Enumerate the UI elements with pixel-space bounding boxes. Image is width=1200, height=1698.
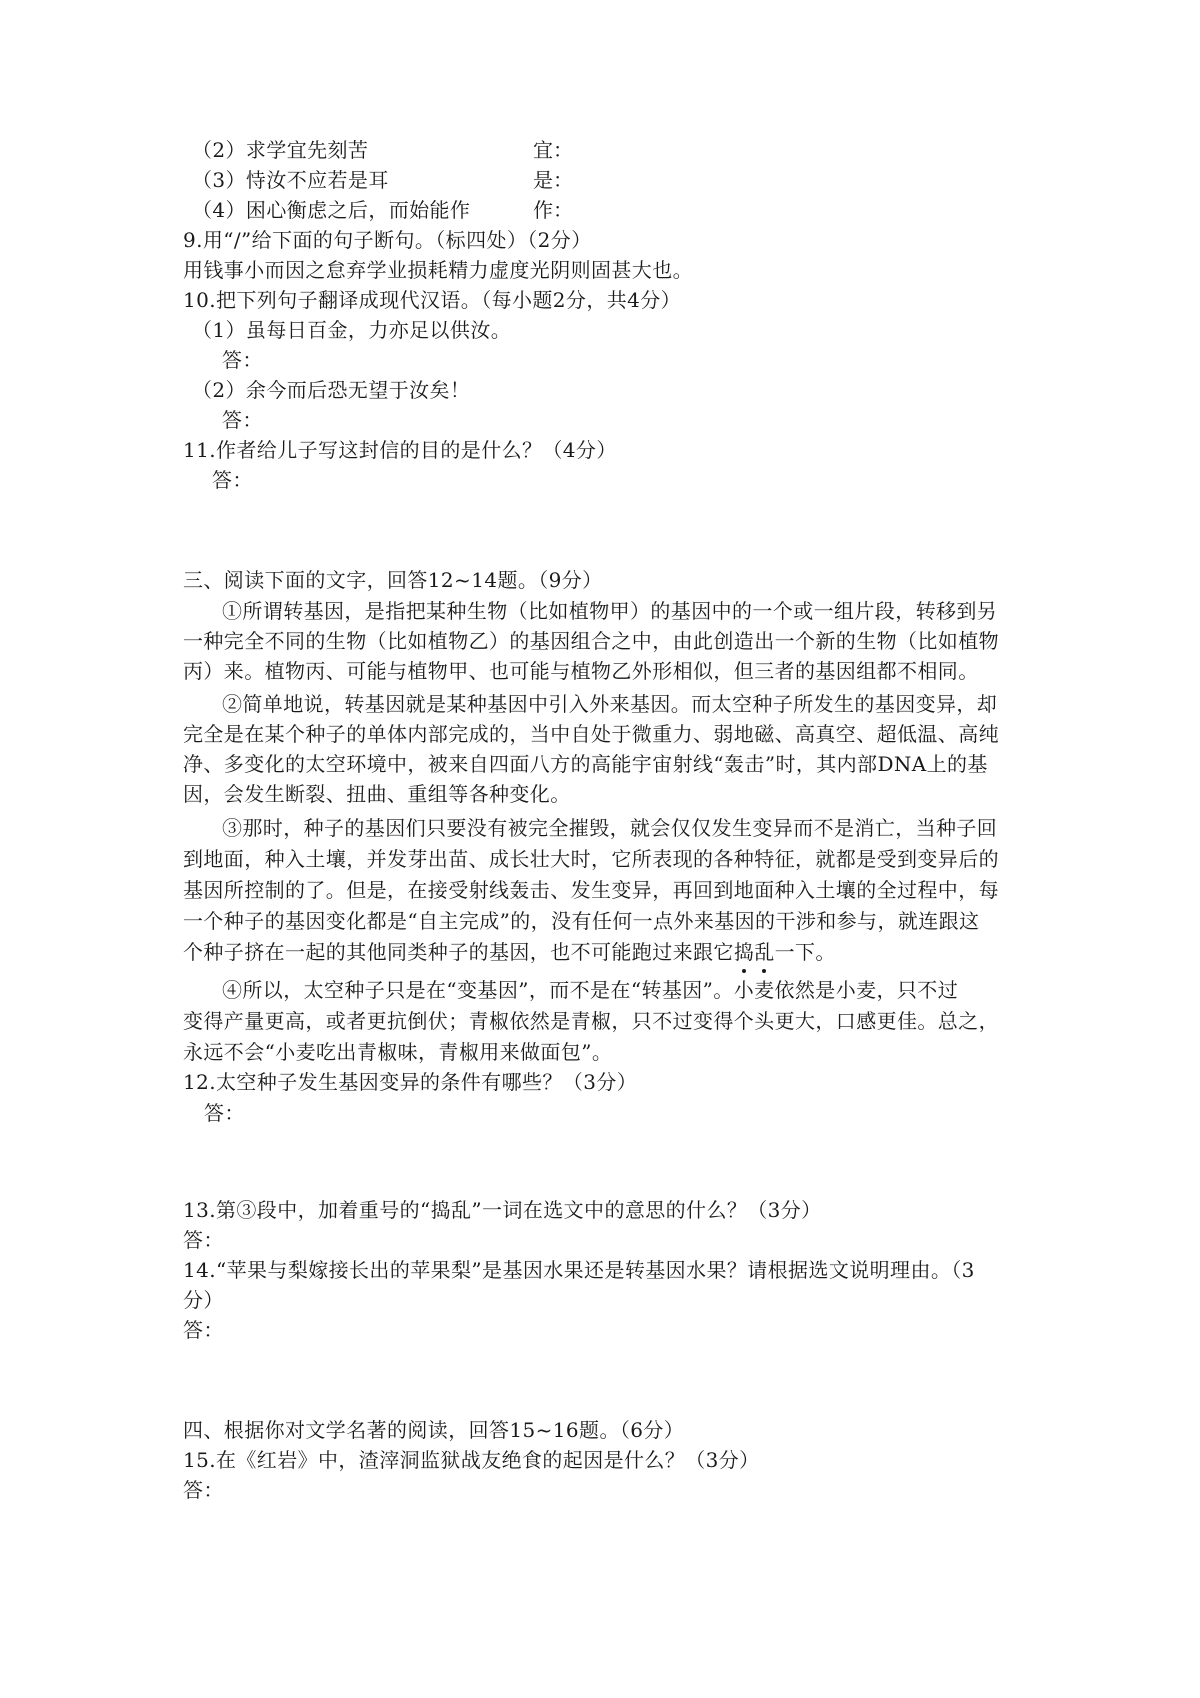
- question-10-title: 10.把下列句子翻译成现代汉语。（每小题2分，共4分）: [183, 288, 682, 312]
- passage-p2-line-3: 净、多变化的太空环境中，被来自四面八方的高能宇宙射线“轰击”时，其内部DNA上的基: [183, 752, 988, 776]
- vocab-sentence-2: （2）求学宜先刻苦: [192, 138, 369, 162]
- passage-p2-line-1: ②简单地说，转基因就是某种基因中引入外来基因。而太空种子所发生的基因变异，却: [222, 692, 998, 716]
- passage-p3-line-3: 基因所控制的了。但是，在接受射线轰击、发生变异，再回到地面种入土壤的全过程中，每: [183, 878, 999, 902]
- question-14-answer: 答：: [183, 1318, 224, 1342]
- passage-p1-line-3: 丙）来。植物丙、可能与植物甲、也可能与植物乙外形相似，但三者的基因组都不相同。: [183, 659, 979, 683]
- vocab-word-3: 是：: [533, 168, 573, 192]
- question-10-answer-2: 答：: [222, 408, 263, 432]
- passage-p3-line-5-before: 个种子挤在一起的其他同类种子的基因，也不可能跑过来跟它: [183, 940, 734, 964]
- section-3-title: 三、阅读下面的文字，回答12~14题。（9分）: [183, 568, 603, 592]
- vocab-sentence-4: （4）困心衡虑之后，而始能作: [192, 198, 471, 222]
- question-13-title: 13.第③段中，加着重号的“捣乱”一词在选文中的意思的什么？（3分）: [183, 1198, 822, 1222]
- vocab-word-4: 作：: [533, 198, 573, 222]
- passage-p2-line-4: 因，会发生断裂、扭曲、重组等各种变化。: [183, 782, 571, 806]
- question-13-answer: 答：: [183, 1228, 224, 1252]
- passage-p3-line-4: 一个种子的基因变化都是“自主完成”的，没有任何一点外来基因的干涉和参与，就连跟这: [183, 909, 980, 933]
- question-14-title: 14.“苹果与梨嫁接长出的苹果梨”是基因水果还是转基因水果？请根据选文说明理由。（3: [183, 1258, 975, 1282]
- question-9-title: 9.用“/”给下面的句子断句。（标四处）（2分）: [183, 228, 592, 252]
- passage-p4-line-3: 永远不会“小麦吃出青椒味，青椒用来做面包”。: [183, 1040, 613, 1064]
- question-12-answer: 答：: [204, 1101, 245, 1125]
- emphasis-char-luan: 乱: [754, 940, 775, 964]
- vocab-word-2: 宜：: [533, 138, 573, 162]
- question-10-answer-1: 答：: [222, 348, 263, 372]
- passage-p3-line-1: ③那时，种子的基因们只要没有被完全摧毁，就会仅仅发生变异而不是消亡，当种子回: [222, 816, 998, 840]
- question-11-answer: 答：: [212, 468, 253, 492]
- question-15-answer: 答：: [183, 1478, 224, 1502]
- vocab-sentence-3: （3）恃汝不应若是耳: [192, 168, 389, 192]
- passage-p3-line-2: 到地面，种入土壤，并发芽出苗、成长壮大时，它所表现的各种特征，就都是受到变异后的: [183, 847, 999, 871]
- question-10-item-1: （1）虽每日百金，力亦足以供汝。: [192, 318, 512, 342]
- question-15-title: 15.在《红岩》中，渣滓洞监狱战友绝食的起因是什么？（3分）: [183, 1448, 760, 1472]
- passage-p3-line-5-after: 一下。: [774, 940, 836, 964]
- question-10-item-2: （2）余今而后恐无望于汝矣！: [192, 378, 471, 402]
- section-4-title: 四、根据你对文学名著的阅读，回答15~16题。（6分）: [183, 1418, 685, 1442]
- passage-p4-line-1: ④所以，太空种子只是在“变基因”，而不是在“转基因”。小麦依然是小麦，只不过: [222, 978, 959, 1002]
- passage-p2-line-2: 完全是在某个种子的单体内部完成的，当中自处于微重力、弱地磁、高真空、超低温、高纯: [183, 722, 999, 746]
- passage-p1-line-2: 一种完全不同的生物（比如植物乙）的基因组合之中，由此创造出一个新的生物（比如植物: [183, 629, 999, 653]
- passage-p1-line-1: ①所谓转基因，是指把某种生物（比如植物甲）的基因中的一个或一组片段，转移到另: [222, 599, 998, 623]
- question-9-text: 用钱事小而因之怠弃学业损耗精力虚度光阴则固甚大也。: [183, 258, 693, 282]
- question-11-title: 11.作者给儿子写这封信的目的是什么？（4分）: [183, 438, 617, 462]
- emphasis-char-dao: 捣: [733, 940, 755, 964]
- question-14-title-cont: 分）: [183, 1288, 224, 1312]
- passage-p3-line-5: [183, 938, 836, 966]
- question-12-title: 12.太空种子发生基因变异的条件有哪些？（3分）: [183, 1070, 638, 1094]
- passage-p4-line-2: 变得产量更高，或者更抗倒伏；青椒依然是青椒，只不过变得个头更大，口感更佳。总之，: [183, 1009, 999, 1033]
